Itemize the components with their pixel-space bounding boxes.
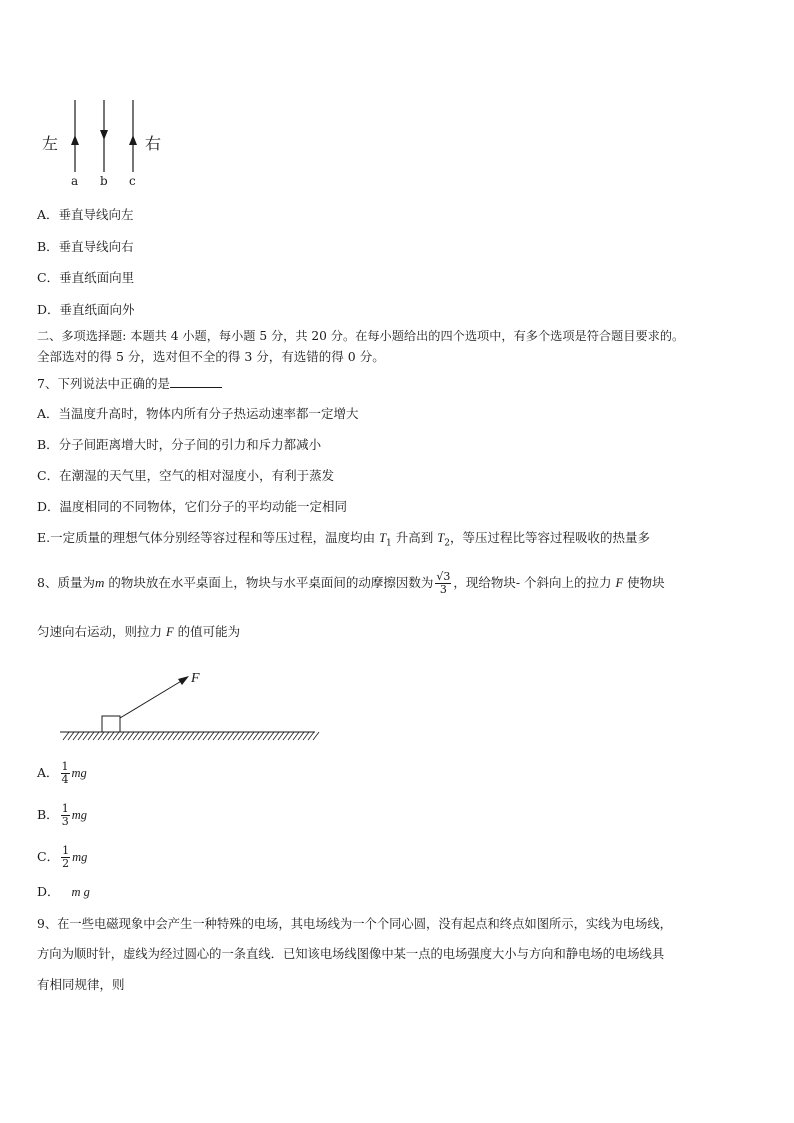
wire-a-label: a bbox=[71, 174, 79, 188]
right-label: 右 bbox=[145, 134, 162, 153]
mu-denominator: 3 bbox=[439, 583, 447, 596]
q6-option-a: A．垂直导线向左 bbox=[37, 207, 134, 222]
t2-symbol: T bbox=[437, 531, 445, 545]
q8-option-c bbox=[37, 842, 87, 872]
q6-option-c: C．垂直纸面向里 bbox=[37, 270, 135, 285]
hatch-mark bbox=[98, 732, 104, 740]
hatch-mark bbox=[68, 732, 74, 740]
q7-stem bbox=[37, 375, 222, 392]
hatch-mark bbox=[268, 732, 274, 740]
q8-option-d bbox=[37, 884, 90, 900]
q7-option-a: A．当温度升高时，物体内所有分子热运动速率都一定增大 bbox=[37, 406, 359, 421]
force-line bbox=[120, 680, 183, 718]
force-arrowhead bbox=[178, 676, 189, 685]
q8-option-c-mg: mg bbox=[72, 850, 88, 864]
wire-a-arrow-up bbox=[71, 135, 79, 145]
hatch-mark bbox=[273, 732, 279, 740]
hatch-mark bbox=[298, 732, 304, 740]
q8-option-b-fraction bbox=[61, 803, 70, 828]
q8-line2-text1: 匀速向右运动，则拉力 bbox=[37, 624, 163, 639]
q7-option-e-text3: ，等压过程比等容过程吸收的热量多 bbox=[449, 530, 650, 545]
q8-text2: 的物块放在水平桌面上，物块与水平桌面间的动摩擦因数为 bbox=[108, 575, 434, 590]
hatch-mark bbox=[258, 732, 264, 740]
friction-coefficient-fraction bbox=[435, 571, 451, 596]
force-symbol-2: F bbox=[166, 625, 174, 639]
q8-option-b-mg: mg bbox=[71, 808, 87, 822]
mu-numerator: √3 bbox=[436, 570, 451, 583]
wire-b-label: b bbox=[100, 174, 108, 188]
q8-option-c-num: 1 bbox=[62, 844, 70, 857]
hatch-mark bbox=[83, 732, 89, 740]
wire-c-arrow-up bbox=[129, 135, 137, 145]
hatch-mark bbox=[78, 732, 84, 740]
q9-line3: 有相同规律，则 bbox=[37, 977, 125, 992]
q8-option-c-den: 2 bbox=[62, 857, 70, 870]
hatch-mark bbox=[123, 732, 129, 740]
q8-text3: ，现给物块- 个斜向上的拉力 bbox=[453, 575, 612, 590]
hatch-mark bbox=[288, 732, 294, 740]
hatch-mark bbox=[248, 732, 254, 740]
hatch-mark bbox=[103, 732, 109, 740]
hatch-mark bbox=[133, 732, 139, 740]
hatch-mark bbox=[63, 732, 69, 740]
left-label: 左 bbox=[42, 134, 59, 153]
mass-symbol: m bbox=[94, 575, 105, 590]
ground-hatching bbox=[63, 732, 319, 740]
hatch-mark bbox=[88, 732, 94, 740]
q8-option-a-den: 4 bbox=[61, 773, 69, 786]
hatch-mark bbox=[293, 732, 299, 740]
q7-option-e-text2: 升高到 bbox=[395, 530, 434, 545]
force-symbol: F bbox=[615, 576, 624, 590]
hatch-mark bbox=[108, 732, 114, 740]
hatch-mark bbox=[163, 732, 169, 740]
block-force-figure bbox=[55, 668, 320, 746]
wires-figure bbox=[60, 96, 150, 176]
hatch-mark bbox=[143, 732, 149, 740]
q8-option-b-label: B． bbox=[37, 807, 59, 822]
q8-stem-line1 bbox=[37, 568, 665, 598]
hatch-mark bbox=[118, 732, 124, 740]
q8-option-c-label: C． bbox=[37, 849, 60, 864]
q7-option-e-text1: E.一定质量的理想气体分别经等容过程和等压过程，温度均由 bbox=[37, 530, 376, 545]
q8-option-a bbox=[37, 758, 87, 788]
hatch-mark bbox=[313, 732, 319, 740]
wire-b-arrow-down bbox=[100, 130, 108, 140]
q8-option-a-mg: mg bbox=[71, 766, 87, 780]
hatch-mark bbox=[253, 732, 259, 740]
hatch-mark bbox=[238, 732, 244, 740]
q7-answer-blank bbox=[170, 375, 222, 388]
q8-stem-line2 bbox=[37, 624, 240, 640]
hatch-mark bbox=[243, 732, 249, 740]
q8-option-a-label: A． bbox=[37, 765, 59, 780]
hatch-mark bbox=[208, 732, 214, 740]
q8-option-b-num: 1 bbox=[61, 802, 69, 815]
q8-text4: 使物块 bbox=[627, 575, 665, 590]
hatch-mark bbox=[263, 732, 269, 740]
hatch-mark bbox=[203, 732, 209, 740]
q8-option-d-mg: m g bbox=[71, 885, 90, 899]
hatch-mark bbox=[308, 732, 314, 740]
q7-stem-text: 7、下列说法中正确的是 bbox=[37, 376, 170, 391]
hatch-mark bbox=[93, 732, 99, 740]
hatch-mark bbox=[228, 732, 234, 740]
hatch-mark bbox=[158, 732, 164, 740]
hatch-mark bbox=[223, 732, 229, 740]
q7-option-e bbox=[37, 530, 650, 552]
q7-option-b: B．分子间距离增大时，分子间的引力和斥力都减小 bbox=[37, 437, 322, 452]
hatch-mark bbox=[173, 732, 179, 740]
t2-subscript: 2 bbox=[444, 538, 450, 549]
q8-option-b bbox=[37, 800, 87, 830]
q9-line1: 9、在一些电磁现象中会产生一种特殊的电场，其电场线为一个个同心圆，没有起点和终点如图所示，实线为电场线， bbox=[37, 917, 672, 931]
hatch-mark bbox=[73, 732, 79, 740]
q8-option-b-den: 3 bbox=[61, 815, 69, 828]
q6-option-d: D．垂直纸面向外 bbox=[37, 302, 135, 317]
hatch-mark bbox=[113, 732, 119, 740]
hatch-mark bbox=[128, 732, 134, 740]
hatch-mark bbox=[303, 732, 309, 740]
force-figure-label: F bbox=[191, 671, 200, 686]
hatch-mark bbox=[138, 732, 144, 740]
q6-option-b: B．垂直导线向右 bbox=[37, 239, 134, 254]
q7-option-d: D．温度相同的不同物体，它们分子的平均动能一定相同 bbox=[37, 499, 348, 514]
hatch-mark bbox=[198, 732, 204, 740]
q8-text1: 8、质量为 bbox=[37, 575, 95, 590]
block bbox=[102, 716, 120, 732]
q8-line2-text2: 的值可能为 bbox=[177, 624, 241, 639]
hatch-mark bbox=[193, 732, 199, 740]
q8-option-a-fraction bbox=[61, 761, 70, 786]
q8-option-a-num: 1 bbox=[61, 760, 69, 773]
hatch-mark bbox=[213, 732, 219, 740]
hatch-mark bbox=[283, 732, 289, 740]
section2-line1: 二、多项选择题: 本题共 4 小题，每小题 5 分，共 20 分。在每小题给出的四个选项中，有多个选项是符合题目要求的。 bbox=[37, 329, 685, 343]
hatch-mark bbox=[183, 732, 189, 740]
q8-option-d-label: D． bbox=[37, 884, 60, 899]
hatch-mark bbox=[188, 732, 194, 740]
t1-subscript: 1 bbox=[386, 538, 392, 549]
hatch-mark bbox=[278, 732, 284, 740]
hatch-mark bbox=[168, 732, 174, 740]
q8-option-c-fraction bbox=[61, 845, 70, 870]
t1-symbol: T bbox=[379, 531, 387, 545]
hatch-mark bbox=[178, 732, 184, 740]
hatch-mark bbox=[218, 732, 224, 740]
hatch-mark bbox=[148, 732, 154, 740]
wire-c-label: c bbox=[129, 174, 136, 188]
q7-option-c: C．在潮湿的天气里，空气的相对湿度小，有利于蒸发 bbox=[37, 468, 335, 483]
hatch-mark bbox=[233, 732, 239, 740]
q9-line2: 方向为顺时针，虚线为经过圆心的一条直线．已知该电场线图像中某一点的电场强度大小与方向和静电场的电场线具 bbox=[37, 947, 665, 961]
section2-line2: 全部选对的得 5 分，选对但不全的得 3 分，有选错的得 0 分。 bbox=[37, 349, 385, 364]
hatch-mark bbox=[153, 732, 159, 740]
